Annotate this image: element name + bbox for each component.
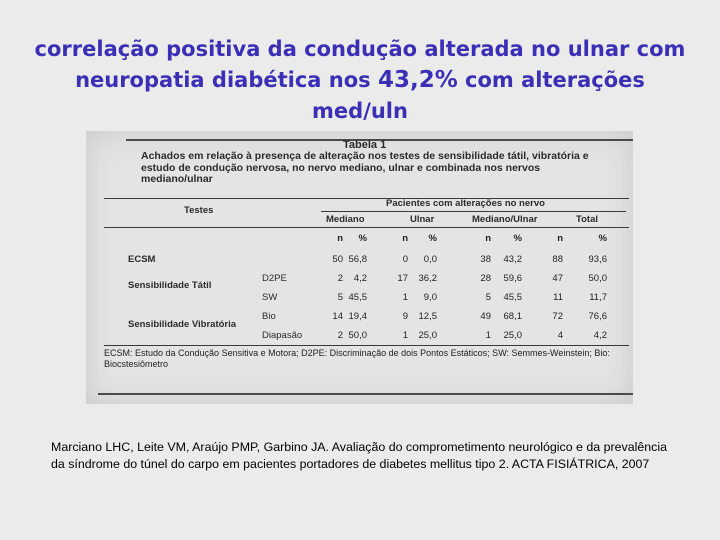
table-rule-bottom — [104, 345, 629, 346]
table-number: Tabela 1 — [343, 139, 387, 151]
subheader-cell: % — [513, 233, 522, 244]
subheader-cell: n — [337, 233, 343, 244]
table-cell: 4 — [557, 330, 563, 341]
group-header-ulnar: Ulnar — [410, 214, 435, 225]
row-sublabel: SW — [262, 292, 278, 303]
group-header-mediano-ulnar: Mediano/Ulnar — [472, 214, 538, 225]
table-cell: 9 — [402, 311, 408, 322]
table-cell: 38 — [480, 254, 491, 265]
table-cell: 72 — [552, 311, 563, 322]
table-cell: 14 — [332, 311, 343, 322]
header-tests: Testes — [184, 205, 214, 216]
table-cell: 5 — [485, 292, 491, 303]
row-sublabel: D2PE — [262, 273, 287, 284]
table-cell: 9,0 — [423, 292, 437, 303]
table-cell: 2 — [337, 330, 343, 341]
table-cell: 45,5 — [503, 292, 522, 303]
table-cell: 59,6 — [503, 273, 522, 284]
table-cell: 45,5 — [348, 292, 367, 303]
row-sublabel: Diapasão — [262, 330, 303, 341]
table-cell: 25,0 — [503, 330, 522, 341]
table-cell: 19,4 — [348, 311, 367, 322]
reference-citation: Marciano LHC, Leite VM, Araújo PMP, Garbino JA. Avaliação do comprometimento neurológico e da prevalência da síndrome do túnel do carpo em pacientes portadores de diabetes mellitus tipo 2. ACTA FISIÁTRICA, 2007 — [51, 440, 667, 472]
table-cell: 47 — [552, 273, 563, 284]
table-cell: 1 — [402, 292, 408, 303]
title-text-1: correlação positiva da condução alterada no ulnar com neuropatia diabética nos — [34, 37, 686, 92]
table-cell: 36,2 — [418, 273, 437, 284]
table-cell: 50,0 — [348, 330, 367, 341]
table-cell: 88 — [552, 254, 563, 265]
table-cell: 4,2 — [353, 273, 367, 284]
table-cell: 0 — [402, 254, 408, 265]
table-cell: 68,1 — [503, 311, 522, 322]
scan-border-bottom — [98, 393, 633, 395]
subheader-cell: n — [557, 233, 563, 244]
title-highlight: 43,2% — [377, 67, 458, 93]
subheader-cell: % — [598, 233, 607, 244]
table-cell: 11,7 — [589, 292, 607, 303]
test-label-vibratoria: Sensibilidade Vibratória — [128, 319, 237, 330]
table-cell: 25,0 — [418, 330, 437, 341]
group-rule — [321, 211, 626, 212]
subheader-cell: n — [402, 233, 408, 244]
table-cell: 0,0 — [423, 254, 437, 265]
table-rule-header — [104, 227, 629, 228]
slide-title — [30, 34, 690, 127]
scanned-table-image — [86, 131, 633, 404]
subheader-cell: n — [485, 233, 491, 244]
table-rule-top — [104, 198, 629, 199]
row-sublabel: Bio — [262, 311, 276, 322]
table-cell: 11 — [553, 292, 563, 303]
subheader-cell: % — [358, 233, 367, 244]
title-text-2: com alterações med/uln — [312, 68, 645, 123]
table-cell: 28 — [480, 273, 491, 284]
table-cell: 17 — [397, 273, 408, 284]
table-cell: 1 — [485, 330, 491, 341]
table-caption: Achados em relação à presença de alteração nos testes de sensibilidade tátil, vibratória e estudo de condução nervosa, no nervo mediano, ulnar e combinada nos nervos mediano/ulnar — [141, 150, 589, 185]
group-header-total: Total — [576, 214, 598, 225]
table-cell: 93,6 — [588, 254, 607, 265]
table-cell: 43,2 — [503, 254, 522, 265]
table-cell: 76,6 — [588, 311, 607, 322]
table-cell: 50 — [332, 254, 343, 265]
table-cell: 4,2 — [593, 330, 607, 341]
test-label-tatil: Sensibilidade Tátil — [128, 280, 212, 291]
test-label-ecsm: ECSM — [128, 254, 156, 265]
table-cell: 2 — [337, 273, 343, 284]
subheader-cell: % — [428, 233, 437, 244]
table-cell: 56,8 — [348, 254, 367, 265]
group-header-mediano: Mediano — [326, 214, 365, 225]
table-cell: 5 — [337, 292, 343, 303]
table-cell: 1 — [402, 330, 408, 341]
header-group: Pacientes com alterações no nervo — [386, 198, 545, 209]
table-cell: 12,5 — [418, 311, 437, 322]
table-cell: 49 — [480, 311, 491, 322]
table-footnote: ECSM: Estudo da Condução Sensitiva e Motora; D2PE: Discriminação de dois Pontos Estáticos; SW: Semmes-Weinstein; Bio: Biocstesiômetro — [104, 348, 610, 369]
table-cell: 50,0 — [588, 273, 607, 284]
